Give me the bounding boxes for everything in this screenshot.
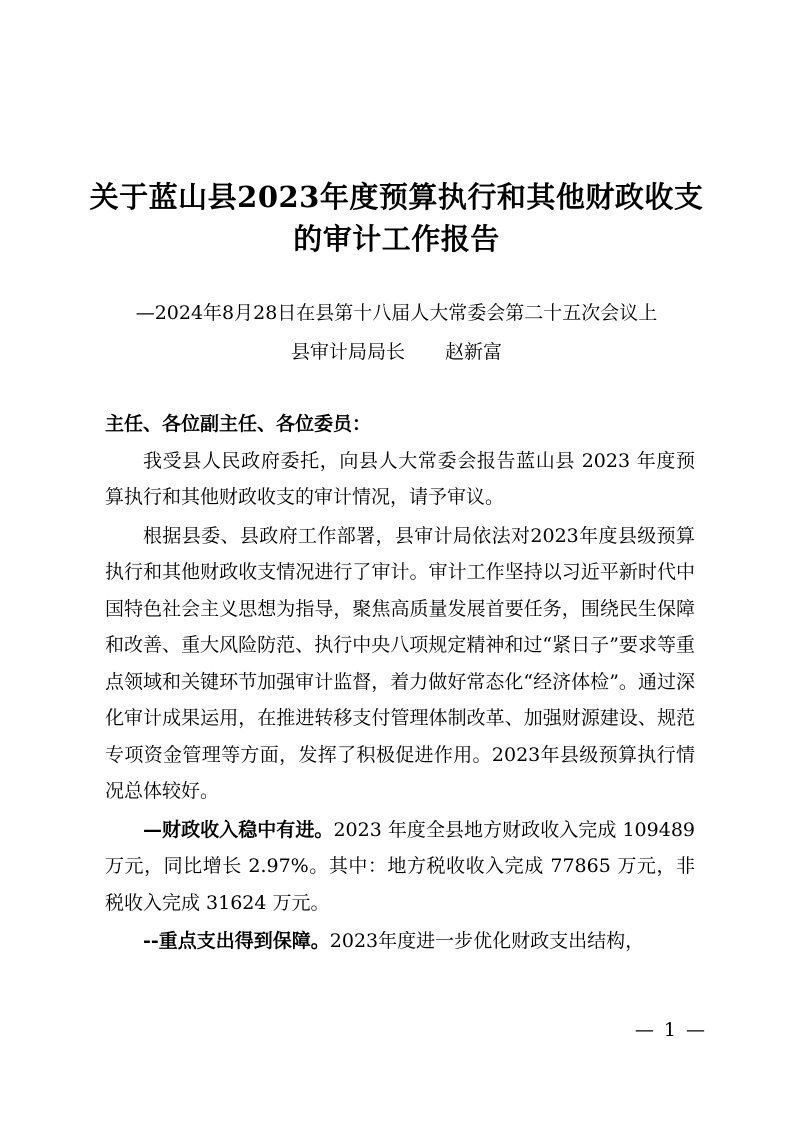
paragraph-expenditure: [105, 923, 695, 960]
speaker-line: [60, 333, 733, 372]
salutation: 主任、各位副主任、各位委员：: [105, 413, 372, 435]
report-title-line-2: 的审计工作报告: [293, 222, 500, 256]
paragraph-intro: 我受县人民政府委托，向县人大常委会报告蓝山县 2023 年度预算执行和其他财政收支的审计情况，请予审议。: [105, 449, 695, 508]
report-subtitle: [60, 294, 733, 372]
meeting-info: —2024年8月28日在县第十八届人大常委会第二十五次会议上: [135, 302, 658, 324]
page-number: — 1 —: [634, 1019, 707, 1041]
paragraph-revenue: [105, 812, 695, 922]
paragraph-revenue-lead: —财政收入稳中有进。: [143, 818, 334, 841]
report-title-line-1: 关于蓝山县2023年度预算执行和其他财政收支: [89, 180, 704, 214]
paragraph-expenditure-lead: --重点支出得到保障。: [143, 930, 330, 952]
report-body: [105, 406, 695, 960]
report-title: [60, 176, 733, 260]
paragraph-overview: 根据县委、县政府工作部署，县审计局依法对2023年度县级预算执行和其他财政收支情况进行了审计。审计工作坚持以习近平新时代中国特色社会主义思想为指导，聚焦高质量发展首要任务，围绕民生保障和改善、重大风险防范、执行中央八项规定精神和过“紧日子”要求等重点领域和关键环节加强审计监督，着力做好常态化“经济体检”。通过深化审计成果运用，在推进转移支付管理体制改革、加强财源建设、规范专项资金管理等方面，发挥了积极促进作用。2023年县级预算执行情况总体较好。: [105, 524, 695, 802]
speaker-role: 县审计局局长: [290, 341, 405, 363]
paragraph-revenue-text: 2023 年度全县地方财政收入完成 109489 万元，同比增长 2.97%。其中：地方税收收入完成 77865 万元，非税收入完成 31624 万元。: [105, 818, 695, 914]
speaker-name: 赵新富: [445, 341, 503, 363]
paragraph-expenditure-text: 2023年度进一步优化财政支出结构，: [329, 930, 645, 952]
